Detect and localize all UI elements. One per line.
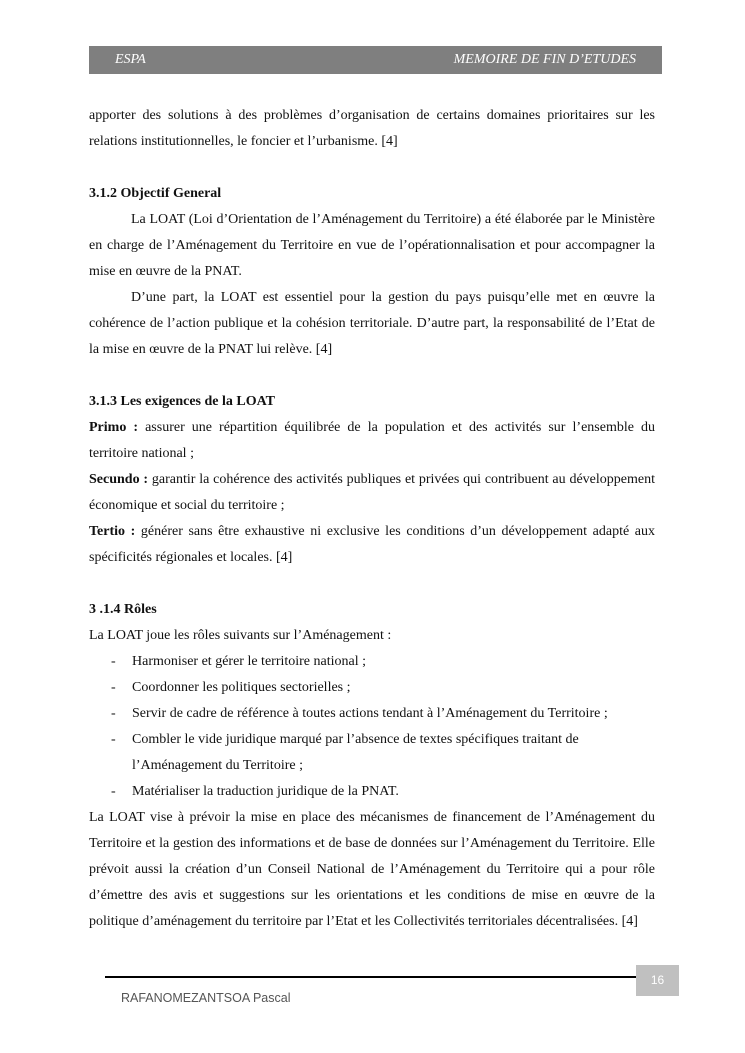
exigence-tertio bbox=[89, 519, 655, 571]
list-item bbox=[89, 727, 655, 779]
exigence-text: garantir la cohérence des activités publiques et privées qui contribuent au développement économique et social du territoire ; bbox=[89, 472, 655, 513]
list-item bbox=[89, 701, 655, 727]
heading-roles: 3 .1.4 Rôles bbox=[89, 602, 157, 617]
roles-list bbox=[89, 649, 655, 805]
exigence-text: assurer une répartition équilibrée de la population et des activités sur l’ensemble du territoire national ; bbox=[89, 420, 655, 461]
list-item-text: Coordonner les politiques sectorielles ; bbox=[132, 680, 351, 695]
heading-objectif-general: 3.1.2 Objectif General bbox=[89, 186, 222, 201]
exigence-primo bbox=[89, 415, 655, 467]
exigence-text: générer sans être exhaustive ni exclusive les conditions d’un développement adapté aux spécificités régionales et locales. [4] bbox=[89, 524, 655, 565]
bullet-dash: - bbox=[111, 706, 116, 721]
footer-divider bbox=[105, 976, 636, 978]
heading-exigences: 3.1.3 Les exigences de la LOAT bbox=[89, 394, 276, 409]
list-item bbox=[89, 675, 655, 701]
header-doc-title: MEMOIRE DE FIN D’ETUDES bbox=[453, 52, 636, 67]
page-number: 16 bbox=[636, 965, 679, 996]
exigence-secundo bbox=[89, 467, 655, 519]
header-school: ESPA bbox=[115, 52, 146, 67]
intro-paragraph: apporter des solutions à des problèmes d’organisation de certains domaines prioritaires sur les relations institutionnelles, le foncier et l’urbanisme. [4] bbox=[89, 108, 655, 149]
page-header bbox=[89, 46, 662, 74]
list-item bbox=[89, 649, 655, 675]
bullet-dash: - bbox=[111, 654, 116, 669]
bullet-dash: - bbox=[111, 680, 116, 695]
list-item-text: Servir de cadre de référence à toutes actions tendant à l’Aménagement du Territoire ; bbox=[132, 706, 608, 721]
exigence-label: Primo : bbox=[89, 420, 139, 435]
footer-author: RAFANOMEZANTSOA Pascal bbox=[121, 991, 291, 1005]
list-item-text: Harmoniser et gérer le territoire national ; bbox=[132, 654, 367, 669]
roles-intro: La LOAT joue les rôles suivants sur l’Aménagement : bbox=[89, 628, 392, 643]
list-item bbox=[89, 779, 655, 805]
objectif-paragraph-2: D’une part, la LOAT est essentiel pour la gestion du pays puisqu’elle met en œuvre la cohérence de l’action publique et la cohésion territoriale. D’autre part, la responsabilité de l’Etat de la mise en œuvre de la PNAT lui relève. [4] bbox=[89, 290, 655, 357]
exigence-label: Tertio : bbox=[89, 524, 136, 539]
page-body bbox=[89, 103, 655, 935]
exigence-label: Secundo : bbox=[89, 472, 149, 487]
bullet-dash: - bbox=[111, 784, 116, 799]
objectif-paragraph-1: La LOAT (Loi d’Orientation de l’Aménagement du Territoire) a été élaborée par le Ministère en charge de l’Aménagement du Territoire en vue de l’opérationnalisation et pour accompagner la mise en œuvre de la PNAT. bbox=[89, 212, 655, 279]
list-item-text: Combler le vide juridique marqué par l’absence de textes spécifiques traitant de l’Aménagement du Territoire ; bbox=[132, 732, 579, 773]
roles-conclusion: La LOAT vise à prévoir la mise en place des mécanismes de financement de l’Aménagement du Territoire et la gestion des informations et de base de données sur l’Aménagement du Territoire. Elle prévoit aussi la création d’un Conseil National de l’Aménagement du Territoire qui a pour rôle d’émettre des avis et suggestions sur les orientations et les conditions de mise en œuvre de la politique d’aménagement du territoire par l’Etat et les Collectivités territoriales décentralisées. [4] bbox=[89, 810, 655, 929]
list-item-text: Matérialiser la traduction juridique de la PNAT. bbox=[132, 784, 399, 799]
bullet-dash: - bbox=[111, 732, 116, 747]
